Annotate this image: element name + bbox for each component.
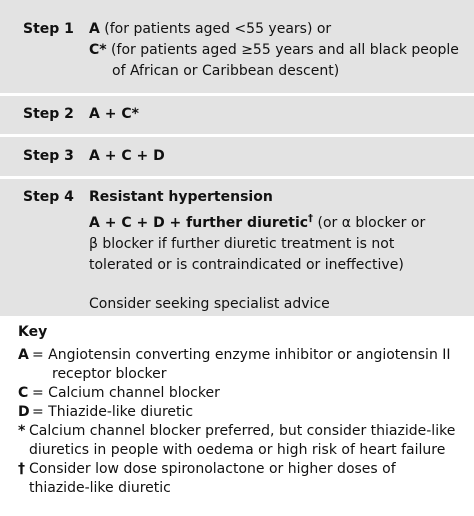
step-1-line3-text: of African or Caribbean descent) <box>112 63 340 79</box>
step-1-drug-a: A <box>89 21 100 37</box>
key-line: Consider low dose spironolactone or higher doses of <box>29 461 396 477</box>
step-1-line1-text: (for patients aged <55 years) or <box>99 21 332 37</box>
step-2-content: A + C* <box>89 106 139 122</box>
key-line: = Angiotensin converting enzyme inhibitor or angiotensin II <box>32 347 451 363</box>
key-symbol: A <box>18 347 29 363</box>
step-4-line3-text: tolerated or is contraindicated or ineffective) <box>89 257 404 273</box>
key-symbol: * <box>18 423 26 439</box>
step-1-line2-text: (for patients aged ≥55 years and all black people <box>106 42 459 58</box>
key-line: thiazide-like diuretic <box>29 480 171 496</box>
key-line: = Calcium channel blocker <box>32 385 220 401</box>
key-description <box>29 460 469 498</box>
step-4-heading: Resistant hypertension <box>89 189 273 205</box>
key-description <box>32 384 468 403</box>
key-line: Calcium channel blocker preferred, but consider thiazide-like <box>29 423 456 439</box>
key-symbol: C <box>18 385 29 401</box>
key-symbol: D <box>18 404 30 420</box>
step-1-label: Step 1 <box>23 21 74 37</box>
key-description <box>32 403 468 422</box>
step-3-label: Step 3 <box>23 148 74 164</box>
step-4-advice: Consider seeking specialist advice <box>89 296 330 312</box>
divider <box>0 134 474 137</box>
step-2-label: Step 2 <box>23 106 74 122</box>
key-title: Key <box>18 324 48 340</box>
step-4-line2-text: β blocker if further diuretic treatment is not <box>89 236 395 252</box>
step-1-drug-c: C* <box>89 42 107 58</box>
key-description <box>29 422 469 460</box>
divider <box>0 93 474 96</box>
key-symbol: † <box>18 461 25 477</box>
step-3-content: A + C + D <box>89 148 165 164</box>
step-4-label: Step 4 <box>23 189 74 205</box>
step-4-drugs: A + C + D + further diuretic <box>89 215 309 231</box>
divider <box>0 176 474 179</box>
step-4-content <box>89 187 459 315</box>
key-line: receptor blocker <box>52 366 167 382</box>
step-1-content <box>89 19 459 82</box>
key-line: = Thiazide-like diuretic <box>32 404 194 420</box>
key-line: diuretics in people with oedema or high risk of heart failure <box>29 442 446 458</box>
step-4-line1-text: (or α blocker or <box>313 215 426 231</box>
dagger-mark: † <box>308 213 314 224</box>
key-description <box>32 346 468 384</box>
